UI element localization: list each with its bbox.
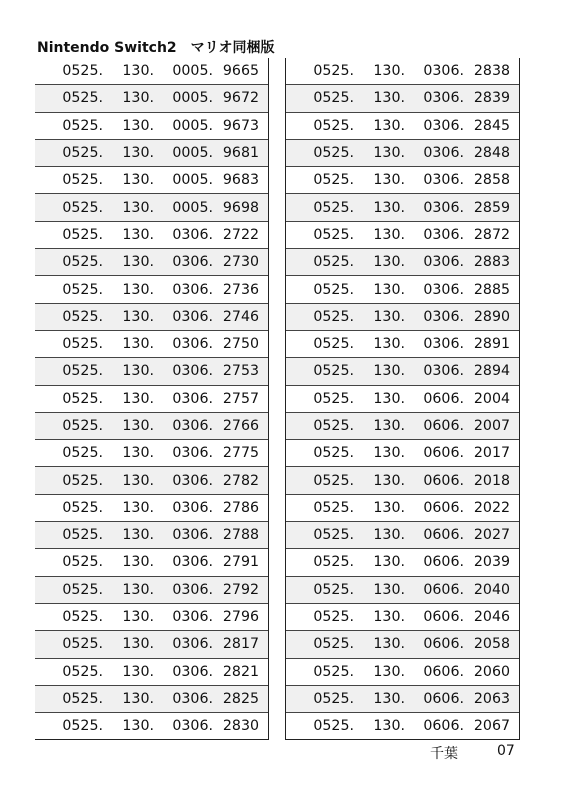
number-segment: 2750: [222, 336, 259, 353]
number-segment: 130.: [373, 63, 405, 80]
number-segment: 0005.: [172, 145, 213, 162]
number-segment: 9683: [222, 172, 259, 189]
number-segment: 0525.: [62, 636, 103, 653]
number-segment: 130.: [122, 609, 154, 626]
number-segment: 2782: [222, 472, 259, 489]
number-segment: 2730: [222, 254, 259, 271]
number-segment: 2830: [222, 718, 259, 735]
number-segment: 0606.: [423, 609, 464, 626]
number-segment: 0606.: [423, 418, 464, 434]
number-segment: 0525.: [313, 281, 354, 298]
table-row: [35, 331, 268, 358]
number-segment: 0525.: [313, 690, 354, 707]
table-row: [286, 549, 519, 576]
table-row: [286, 577, 519, 604]
number-segment: 0306.: [172, 636, 213, 653]
number-segment: 0306.: [172, 718, 213, 735]
number-segment: 0306.: [423, 199, 464, 216]
number-segment: 2845: [473, 117, 510, 134]
number-segment: 2004: [473, 390, 510, 407]
number-segment: 2722: [222, 226, 259, 243]
number-segment: 0525.: [313, 199, 354, 216]
table-row: [286, 631, 519, 658]
number-segment: 0525.: [313, 472, 354, 489]
number-segment: 0606.: [423, 581, 464, 598]
number-segment: 2817: [222, 636, 259, 653]
number-segment: 0525.: [313, 581, 354, 598]
number-segment: 2839: [473, 90, 510, 107]
number-segment: 9665: [222, 63, 259, 80]
number-segment: 0525.: [62, 445, 103, 462]
number-segment: 130.: [122, 554, 154, 571]
table-row: [286, 522, 519, 549]
number-segment: 2753: [222, 363, 259, 380]
number-segment: 130.: [122, 90, 154, 107]
number-segment: 130.: [373, 663, 405, 680]
number-segment: 0306.: [172, 390, 213, 407]
number-segment: 0306.: [172, 281, 213, 298]
number-segment: 130.: [373, 499, 405, 516]
number-segment: 0525.: [62, 363, 103, 380]
number-segment: 0306.: [172, 472, 213, 489]
number-segment: 2885: [473, 281, 510, 298]
number-segment: 130.: [122, 281, 154, 298]
number-segment: 0525.: [313, 117, 354, 134]
number-segment: 130.: [373, 199, 405, 216]
number-segment: 2017: [473, 445, 510, 462]
number-segment: 0306.: [172, 226, 213, 243]
number-segment: 0525.: [62, 254, 103, 271]
number-segment: 0525.: [62, 336, 103, 353]
table-row: [286, 304, 519, 331]
table-row: [35, 631, 268, 658]
right-number-table: [285, 58, 520, 740]
number-segment: 0525.: [313, 390, 354, 407]
number-segment: 2848: [473, 145, 510, 162]
number-segment: 2883: [473, 254, 510, 271]
number-segment: 130.: [373, 90, 405, 107]
table-row: [35, 686, 268, 713]
number-segment: 0525.: [62, 199, 103, 216]
number-segment: 0606.: [423, 499, 464, 516]
number-segment: 0525.: [62, 554, 103, 571]
table-row: [286, 413, 519, 440]
number-segment: 0525.: [62, 499, 103, 516]
number-segment: 0525.: [313, 336, 354, 353]
number-segment: 130.: [122, 226, 154, 243]
number-segment: 0005.: [172, 199, 213, 216]
number-segment: 2046: [473, 609, 510, 626]
number-segment: 2766: [222, 418, 259, 434]
number-segment: 0005.: [172, 117, 213, 134]
number-segment: 130.: [122, 363, 154, 380]
number-segment: 0306.: [423, 308, 464, 325]
number-segment: 0306.: [172, 308, 213, 325]
number-segment: 130.: [373, 117, 405, 134]
number-segment: 0306.: [172, 554, 213, 571]
number-segment: 9673: [222, 117, 259, 134]
number-segment: 0306.: [423, 90, 464, 107]
number-segment: 0606.: [423, 472, 464, 489]
number-segment: 130.: [373, 172, 405, 189]
table-row: [286, 85, 519, 112]
number-segment: 130.: [373, 336, 405, 353]
number-segment: 0306.: [423, 336, 464, 353]
number-segment: 130.: [122, 117, 154, 134]
number-segment: 130.: [122, 63, 154, 80]
table-row: [35, 358, 268, 385]
number-segment: 130.: [122, 663, 154, 680]
number-segment: 2067: [473, 718, 510, 735]
number-segment: 0306.: [172, 445, 213, 462]
table-row: [286, 331, 519, 358]
table-row: [35, 167, 268, 194]
number-segment: 0525.: [62, 172, 103, 189]
table-row: [286, 604, 519, 631]
table-row: [35, 194, 268, 221]
number-segment: 2838: [473, 63, 510, 80]
number-segment: 0525.: [313, 609, 354, 626]
number-segment: 130.: [373, 254, 405, 271]
table-row: [286, 276, 519, 303]
number-segment: 130.: [373, 636, 405, 653]
number-segment: 0525.: [62, 418, 103, 434]
number-segment: 0525.: [313, 527, 354, 544]
number-segment: 9672: [222, 90, 259, 107]
number-segment: 2872: [473, 226, 510, 243]
number-segment: 2796: [222, 609, 259, 626]
table-row: [35, 522, 268, 549]
number-segment: 130.: [122, 390, 154, 407]
number-segment: 2063: [473, 690, 510, 707]
number-segment: 0525.: [62, 145, 103, 162]
number-segment: 0525.: [313, 363, 354, 380]
table-row: [286, 713, 519, 740]
number-segment: 130.: [373, 472, 405, 489]
table-row: [35, 85, 268, 112]
number-segment: 0606.: [423, 663, 464, 680]
table-row: [35, 495, 268, 522]
number-segment: 2792: [222, 581, 259, 598]
number-segment: 130.: [373, 609, 405, 626]
number-segment: 0306.: [172, 690, 213, 707]
number-segment: 0306.: [172, 363, 213, 380]
number-segment: 2022: [473, 499, 510, 516]
footer-page-number: 07: [497, 743, 515, 759]
table-row: [35, 467, 268, 494]
number-segment: 2039: [473, 554, 510, 571]
number-segment: 0525.: [313, 254, 354, 271]
number-segment: 2060: [473, 663, 510, 680]
number-segment: 0306.: [172, 527, 213, 544]
number-segment: 0306.: [172, 336, 213, 353]
number-segment: 0005.: [172, 90, 213, 107]
number-segment: 2040: [473, 581, 510, 598]
number-segment: 130.: [122, 199, 154, 216]
table-row: [35, 58, 268, 85]
table-row: [35, 304, 268, 331]
number-segment: 130.: [122, 690, 154, 707]
table-row: [35, 549, 268, 576]
table-row: [286, 113, 519, 140]
number-segment: 130.: [122, 145, 154, 162]
number-segment: 2858: [473, 172, 510, 189]
table-row: [286, 58, 519, 85]
number-segment: 130.: [373, 145, 405, 162]
number-segment: 0525.: [62, 609, 103, 626]
number-segment: 0005.: [172, 63, 213, 80]
number-segment: 0525.: [313, 172, 354, 189]
number-segment: 130.: [122, 172, 154, 189]
number-segment: 2018: [473, 472, 510, 489]
number-segment: 130.: [373, 718, 405, 735]
page-title: Nintendo Switch2 マリオ同梱版: [37, 40, 275, 56]
number-segment: 2058: [473, 636, 510, 653]
number-segment: 2736: [222, 281, 259, 298]
number-segment: 2821: [222, 663, 259, 680]
number-segment: 9698: [222, 199, 259, 216]
number-segment: 130.: [373, 690, 405, 707]
number-segment: 130.: [122, 445, 154, 462]
number-segment: 0525.: [62, 581, 103, 598]
number-segment: 2775: [222, 445, 259, 462]
number-segment: 130.: [373, 363, 405, 380]
table-row: [35, 440, 268, 467]
table-row: [286, 440, 519, 467]
number-segment: 2859: [473, 199, 510, 216]
table-row: [286, 386, 519, 413]
number-segment: 0606.: [423, 527, 464, 544]
number-segment: 0525.: [313, 663, 354, 680]
number-segment: 2891: [473, 336, 510, 353]
number-segment: 0525.: [62, 90, 103, 107]
number-segment: 0005.: [172, 172, 213, 189]
number-segment: 0306.: [172, 609, 213, 626]
number-segment: 2894: [473, 363, 510, 380]
number-segment: 130.: [122, 499, 154, 516]
number-segment: 0525.: [313, 90, 354, 107]
number-segment: 2825: [222, 690, 259, 707]
number-segment: 2788: [222, 527, 259, 544]
table-row: [35, 659, 268, 686]
number-segment: 0306.: [172, 499, 213, 516]
number-segment: 130.: [373, 281, 405, 298]
number-segment: 0306.: [423, 63, 464, 80]
number-segment: 2746: [222, 308, 259, 325]
table-row: [35, 140, 268, 167]
table-row: [35, 713, 268, 740]
number-segment: 0525.: [62, 718, 103, 735]
footer-prefecture: 千葉: [430, 746, 458, 762]
number-segment: 2007: [473, 418, 510, 434]
table-row: [286, 358, 519, 385]
table-row: [35, 276, 268, 303]
number-segment: 0606.: [423, 554, 464, 571]
number-segment: 0306.: [172, 418, 213, 434]
number-segment: 0525.: [62, 63, 103, 80]
number-segment: 0525.: [62, 117, 103, 134]
number-segment: 2786: [222, 499, 259, 516]
number-segment: 2791: [222, 554, 259, 571]
number-segment: 0525.: [62, 226, 103, 243]
number-segment: 0525.: [313, 418, 354, 434]
number-segment: 130.: [122, 527, 154, 544]
number-segment: 0525.: [62, 390, 103, 407]
number-segment: 0525.: [313, 554, 354, 571]
number-segment: 130.: [373, 390, 405, 407]
number-segment: 0606.: [423, 690, 464, 707]
number-segment: 0306.: [172, 581, 213, 598]
table-row: [35, 604, 268, 631]
table-row: [35, 113, 268, 140]
number-segment: 130.: [122, 254, 154, 271]
number-segment: 0525.: [313, 636, 354, 653]
number-segment: 0525.: [313, 145, 354, 162]
number-segment: 130.: [122, 581, 154, 598]
number-segment: 130.: [122, 718, 154, 735]
number-segment: 0525.: [62, 527, 103, 544]
number-segment: 0306.: [423, 117, 464, 134]
number-segment: 2757: [222, 390, 259, 407]
number-segment: 0525.: [62, 663, 103, 680]
table-row: [35, 249, 268, 276]
table-row: [35, 577, 268, 604]
number-segment: 0525.: [62, 308, 103, 325]
number-segment: 0306.: [423, 254, 464, 271]
number-segment: 0306.: [423, 363, 464, 380]
number-segment: 0525.: [313, 445, 354, 462]
number-segment: 0525.: [313, 63, 354, 80]
number-segment: 0306.: [423, 172, 464, 189]
number-segment: 130.: [373, 226, 405, 243]
table-row: [35, 413, 268, 440]
number-segment: 9681: [222, 145, 259, 162]
number-segment: 130.: [373, 308, 405, 325]
number-segment: 0525.: [313, 226, 354, 243]
number-segment: 130.: [373, 527, 405, 544]
number-segment: 0606.: [423, 390, 464, 407]
table-row: [286, 467, 519, 494]
number-segment: 2890: [473, 308, 510, 325]
number-segment: 0606.: [423, 718, 464, 735]
table-row: [286, 659, 519, 686]
number-segment: 130.: [373, 581, 405, 598]
table-row: [286, 167, 519, 194]
number-segment: 130.: [122, 418, 154, 434]
number-segment: 0306.: [423, 145, 464, 162]
table-row: [286, 194, 519, 221]
number-segment: 130.: [373, 445, 405, 462]
number-segment: 0525.: [313, 308, 354, 325]
left-number-table: [35, 58, 269, 740]
number-segment: 0606.: [423, 636, 464, 653]
number-segment: 0525.: [62, 472, 103, 489]
number-segment: 0525.: [313, 499, 354, 516]
number-segment: 130.: [373, 418, 405, 434]
number-segment: 0306.: [423, 226, 464, 243]
number-segment: 0525.: [62, 690, 103, 707]
number-segment: 130.: [122, 336, 154, 353]
number-segment: 130.: [122, 308, 154, 325]
table-row: [286, 222, 519, 249]
number-segment: 0306.: [423, 281, 464, 298]
number-segment: 0306.: [172, 254, 213, 271]
number-segment: 0606.: [423, 445, 464, 462]
number-segment: 0525.: [313, 718, 354, 735]
number-segment: 2027: [473, 527, 510, 544]
table-row: [286, 686, 519, 713]
table-row: [286, 140, 519, 167]
table-row: [35, 386, 268, 413]
table-row: [286, 249, 519, 276]
table-row: [35, 222, 268, 249]
number-segment: 0306.: [172, 663, 213, 680]
number-segment: 130.: [122, 636, 154, 653]
number-segment: 130.: [373, 554, 405, 571]
number-segment: 0525.: [62, 281, 103, 298]
number-segment: 130.: [122, 472, 154, 489]
table-row: [286, 495, 519, 522]
